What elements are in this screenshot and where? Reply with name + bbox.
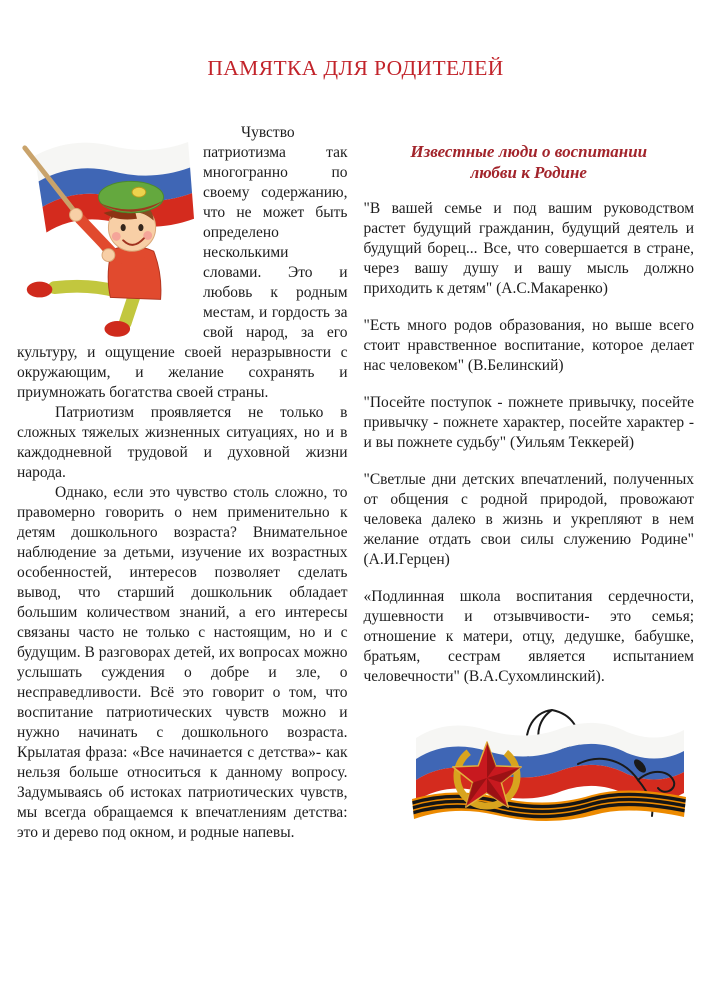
boy-right-eye [138,224,143,231]
green-army-cap [99,181,164,212]
victory-banner-drawing [402,704,694,836]
quote-belinsky: "Есть много родов образования, но выше всего стоит нравственное воспитание, которое делает нас человеком" (В.Белинский) [363,317,694,374]
two-column-layout [17,123,694,843]
boy-lower-hand [102,249,115,262]
boy-with-russian-flag-illustration [13,125,195,339]
boy-upper-hand [70,208,83,221]
patriotism-paragraph: Патриотизм проявляется не только в сложных тяжелых жизненных ситуациях, но и в каждодневной трудовой и духовной жизни народа. [17,404,348,481]
boy-left-cheek [112,232,121,241]
right-column [364,123,695,836]
flags-star-ribbon-illustration [402,704,694,836]
quote-makarenko: "В вашей семье и под вашим руководством растет будущий гражданин, будущий деятель и будущий борец... Все, что совершается в стране, через вашу душу и вашу мысль должно приходить к детям" (А.С.Макаренко) [363,200,694,297]
cap-badge [132,187,146,197]
intro-paragraph: Чувство патриотизма так многогранно по своему содержанию, что не может быть определено несколькими словами. Это и любовь к родным местам, и гордость за свой народ, за его культуру, и ощущение своей неразрывности с окружающим, и желание сохранять и приумножать богатства своей страны. [17,124,348,401]
left-column [17,123,348,843]
boy-back-shoe [104,321,130,337]
quote-thackeray: "Посейте поступок - пожнете привычку, посейте привычку - пожнете характер, посейте характер - и вы пожнете судьбу" (Уильям Теккерей) [363,394,694,451]
boy-front-shoe [27,282,53,298]
boy-left-eye [121,224,126,231]
page-title: ПАМЯТКА ДЛЯ РОДИТЕЛЕЙ [207,56,504,80]
preschool-age-paragraph: Однако, если это чувство столь сложно, то правомерно говорить о нем применительно к детям дошкольного возраста? Внимательное наблюдение за детьми, изучение их возрастных особенностей, интересов позволяет сделать вывод, что старший дошкольник обладает большим количеством знаний, а его интересы связаны часто не только с настоящим, но и с будущим. В разговорах детей, их вопросах можно услышать суждения о добре и зле, о несправедливости. Всё это говорит о том, что воспитание патриотических чувств можно и нужно начинать с дошкольного возраста. Крылатая фраза: «Все начинается с детства»- как нельзя больше относиться к данному вопросу. Задумываясь об истоках патриотических чувств, мы всегда обращаемся к впечатлениям детства: это и дерево под окном, и родные напевы. [17,484,348,841]
boy-lower-arm [113,256,148,264]
quotes-heading: Известные люди о воспитании любви к Родине [410,142,648,182]
boy-front-leg [54,286,117,291]
quote-sukhomlinsky: «Подлинная школа воспитания сердечности, душевности и отзывчивости- это семья; отношение к матери, отцу, дедушке, бабушке, братьям, сестрам является испытанием человечности" (В.А.Сухомлинский). [363,588,694,685]
quote-herzen: "Светлые дни детских впечатлений, полученных от общения с родной природой, провожают человека далеко в жизнь и укрепляют в нем желание отдать свои силы служению Родине" (А.И.Герцен) [363,471,694,568]
boy-with-flag-drawing [13,125,195,339]
